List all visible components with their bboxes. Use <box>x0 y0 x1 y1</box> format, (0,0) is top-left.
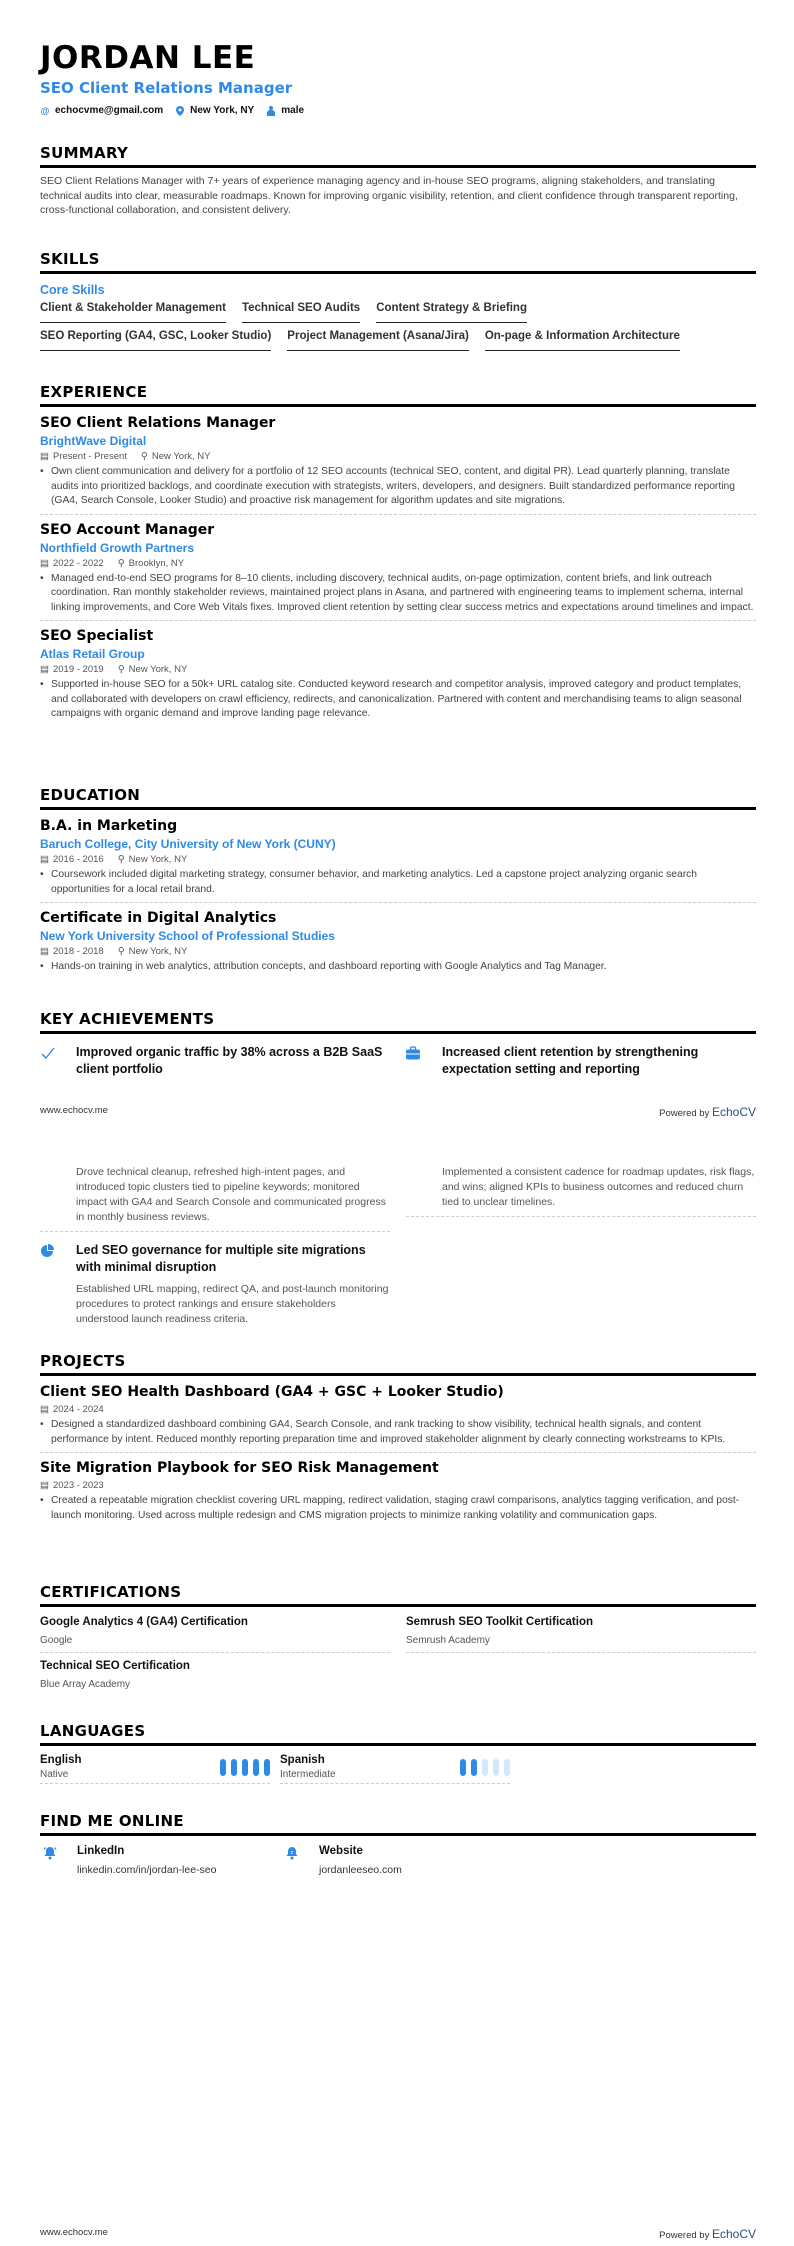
experience-entry <box>40 413 756 515</box>
contact-email[interactable]: @ echocvme@gmail.com <box>40 105 164 116</box>
calendar-icon: ▤ <box>40 1404 49 1415</box>
company-name: Northfield Growth Partners <box>40 540 195 555</box>
section-title: CERTIFICATIONS <box>40 1583 756 1607</box>
skills-section <box>40 250 756 351</box>
online-section <box>40 1812 756 1877</box>
bar-filled <box>220 1759 226 1776</box>
footer-brand[interactable]: EchoCV <box>711 2227 756 2241</box>
proficiency-bars <box>460 1753 510 1781</box>
online-link[interactable]: linkedin.com/in/jordan-lee-seo <box>77 1864 217 1876</box>
calendar-icon: ▤ <box>40 946 49 957</box>
section-title: SUMMARY <box>40 144 756 168</box>
achievements-section <box>40 1010 756 1086</box>
skill-group-title: Core Skills <box>40 283 105 297</box>
education-section <box>40 786 756 985</box>
calendar-icon: ▤ <box>40 1480 49 1491</box>
entry-bullet: • Managed end-to-end SEO programs for 8–10 clients, including discovery, technical audits, on-page optimization, content briefs, and link outreach coordination. Ran monthly stakeholder reviews, maintained project plans in Asana, and partnered with engineering teams to implement schema, internal linking improvements, and Core Web Vitals fixes. Improved client retention by setting clear success metrics and expectations around timelines and impact. <box>40 572 754 613</box>
pie-chart-icon <box>40 1242 60 1327</box>
achievement-desc: Drove technical cleanup, refreshed high-intent pages, and introduced topic clusters tied to pipeline keywords; monitored impact with GA4 and Search Console and communicated progress in monthly business reviews. <box>76 1166 386 1223</box>
language-name: English <box>40 1754 82 1766</box>
achievement-desc: Implemented a consistent cadence for roadmap updates, risk flags, and wins; aligned KPIs to business outcomes and reduced churn tied to unclear timelines. <box>442 1166 755 1208</box>
section-title: EXPERIENCE <box>40 383 756 407</box>
experience-section <box>40 383 756 732</box>
entry-meta: ▤ 2024 - 2024 <box>40 1404 104 1415</box>
bar-empty <box>482 1759 488 1776</box>
job-title: SEO Client Relations Manager <box>40 415 276 431</box>
school-name: Baruch College, City University of New York (CUNY) <box>40 837 336 851</box>
bar-filled <box>471 1759 477 1776</box>
achievement-desc-block <box>406 1165 756 1217</box>
skill-tag: Client & Stakeholder Management <box>40 301 226 323</box>
bell-icon <box>40 1844 57 1877</box>
calendar-icon: ▤ <box>40 664 49 675</box>
location-pin-icon: ⚲ <box>117 946 125 957</box>
online-item-linkedin[interactable] <box>40 1844 282 1877</box>
entry-meta: ▤ Present - Present ⚲ New York, NY <box>40 451 211 462</box>
contact-gender: male <box>266 105 304 116</box>
skill-row <box>40 301 756 323</box>
skill-row <box>40 329 756 351</box>
skill-tag: Technical SEO Audits <box>242 301 360 323</box>
resume-header <box>40 40 756 116</box>
page-footer <box>40 1105 756 1119</box>
projects-section <box>40 1352 756 1533</box>
education-entry <box>40 816 756 903</box>
certification-title: Semrush SEO Toolkit Certification <box>406 1616 594 1628</box>
section-title: PROJECTS <box>40 1352 756 1376</box>
certification-item <box>406 1609 756 1653</box>
page-footer <box>40 2227 756 2241</box>
entry-bullet: • Supported in-house SEO for a 50k+ URL catalog site. Conducted keyword research and competitor analysis, improved category and product templates, and collaborated with developers on crawl efficiency, redirects, and canonicalization. Partnered with content and merchandising teams to align seasonal campaigns with organic demand and improve landing page relevance. <box>40 679 742 719</box>
bar-filled <box>231 1759 237 1776</box>
certification-title: Technical SEO Certification <box>40 1660 190 1672</box>
language-level: Intermediate <box>280 1769 336 1780</box>
language-name: Spanish <box>280 1754 325 1766</box>
entry-bullet: • Created a repeatable migration checklist covering URL mapping, redirect validation, staging crawl comparisons, analytics tagging verification, and post-launch monitoring. Used across multiple redesign and CMS migration projects to minimize ranking volatility and communication gaps. <box>40 1495 740 1521</box>
entry-bullet: • Hands-on training in web analytics, attribution concepts, and dashboard reporting with Google Analytics and Tag Manager. <box>40 961 607 972</box>
job-title: SEO Account Manager <box>40 521 215 538</box>
achievement-item <box>40 1232 390 1335</box>
bar-empty <box>493 1759 499 1776</box>
summary-section <box>40 144 756 218</box>
languages-section <box>40 1722 756 1784</box>
certification-item <box>40 1609 390 1653</box>
online-item-website[interactable] <box>282 1844 524 1877</box>
person-icon <box>266 106 276 116</box>
project-title: Site Migration Playbook for SEO Risk Management <box>40 1460 439 1476</box>
certification-title: Google Analytics 4 (GA4) Certification <box>40 1616 248 1628</box>
online-link[interactable]: jordanleeseo.com <box>319 1864 402 1876</box>
footer-site-link[interactable]: www.echocv.me <box>40 1105 108 1116</box>
achievement-desc: Established URL mapping, redirect QA, and post-launch monitoring procedures to protect rankings and ensure stakeholders understood launch readiness criteria. <box>76 1283 389 1325</box>
checkmark-icon <box>40 1044 60 1078</box>
location-pin-icon: ⚲ <box>117 664 125 675</box>
achievement-title: Increased client retention by strengthening expectation setting and reporting <box>442 1045 699 1076</box>
contact-location: New York, NY <box>175 105 254 116</box>
entry-meta: ▤ 2018 - 2018 ⚲ New York, NY <box>40 946 188 957</box>
language-level: Native <box>40 1769 69 1780</box>
achievement-title: Improved organic traffic by 38% across a B2B SaaS client portfolio <box>76 1045 383 1076</box>
bar-filled <box>253 1759 259 1776</box>
experience-entry <box>40 626 756 727</box>
achievements-continued <box>40 1165 756 1335</box>
footer-powered: Powered by EchoCV <box>659 1105 756 1119</box>
entry-meta: ▤ 2022 - 2022 ⚲ Brooklyn, NY <box>40 557 185 569</box>
location-pin-icon: ⚲ <box>117 854 125 865</box>
skill-tag: On-page & Information Architecture <box>485 329 680 351</box>
section-title: EDUCATION <box>40 786 756 810</box>
certification-issuer: Google <box>40 1635 73 1646</box>
job-title: SEO Specialist <box>40 628 154 644</box>
bell-sleep-icon <box>282 1844 299 1877</box>
online-label: LinkedIn <box>77 1845 125 1857</box>
degree-title: B.A. in Marketing <box>40 818 178 834</box>
candidate-name: JORDAN LEE <box>40 40 256 76</box>
calendar-icon: ▤ <box>40 557 49 569</box>
school-name: New York University School of Professional Studies <box>40 929 335 943</box>
online-label: Website <box>319 1845 363 1857</box>
bar-filled <box>460 1759 466 1776</box>
location-pin-icon: ⚲ <box>140 451 148 462</box>
candidate-role: SEO Client Relations Manager <box>40 79 293 97</box>
language-item <box>280 1753 510 1784</box>
entry-bullet: • Own client communication and delivery for a portfolio of 12 SEO accounts (technical SEO, content, and digital PR). Lead quarterly planning, translate audits into prioritized backlogs, and coordinate execution with strategists, writers, developers, and designers. Built standardized performance reporting (GA4, Search Console, Looker Studio) and proactive risk management for algorithm updates and site migrations. <box>40 466 735 506</box>
entry-meta: ▤ 2016 - 2016 ⚲ New York, NY <box>40 854 188 865</box>
project-entry <box>40 1382 756 1453</box>
language-item <box>40 1753 270 1784</box>
education-entry <box>40 908 756 980</box>
briefcase-icon <box>406 1044 426 1078</box>
location-pin-icon <box>175 106 185 116</box>
degree-title: Certificate in Digital Analytics <box>40 910 277 926</box>
certification-issuer: Semrush Academy <box>406 1635 490 1646</box>
certification-item <box>40 1653 390 1696</box>
achievement-title: Led SEO governance for multiple site migrations with minimal disruption <box>76 1243 366 1274</box>
entry-bullet: • Coursework included digital marketing strategy, consumer behavior, and marketing analytics. Led a capstone project analyzing organic search opportunities for a local retail brand. <box>40 869 697 895</box>
skill-tag: Project Management (Asana/Jira) <box>287 329 469 351</box>
section-title: LANGUAGES <box>40 1722 756 1746</box>
section-title: FIND ME ONLINE <box>40 1812 756 1836</box>
certifications-section <box>40 1583 756 1696</box>
bar-empty <box>504 1759 510 1776</box>
footer-site-link[interactable]: www.echocv.me <box>40 2227 108 2238</box>
section-title: KEY ACHIEVEMENTS <box>40 1010 756 1034</box>
entry-meta: ▤ 2023 - 2023 <box>40 1480 104 1491</box>
bar-filled <box>242 1759 248 1776</box>
achievement-item <box>406 1036 756 1086</box>
proficiency-bars <box>220 1753 270 1781</box>
footer-powered: Powered by EchoCV <box>659 2227 756 2241</box>
bar-filled <box>264 1759 270 1776</box>
contact-row <box>40 105 756 116</box>
skill-tag: SEO Reporting (GA4, GSC, Looker Studio) <box>40 329 271 351</box>
certification-issuer: Blue Array Academy <box>40 1679 131 1690</box>
section-title: SKILLS <box>40 250 756 274</box>
skill-tag: Content Strategy & Briefing <box>376 301 527 323</box>
calendar-icon: ▤ <box>40 451 49 462</box>
company-name: BrightWave Digital <box>40 434 147 448</box>
entry-meta: ▤ 2019 - 2019 ⚲ New York, NY <box>40 664 188 675</box>
footer-brand[interactable]: EchoCV <box>711 1105 756 1119</box>
at-icon: @ <box>40 105 50 116</box>
project-title: Client SEO Health Dashboard (GA4 + GSC + Looker Studio) <box>40 1384 504 1400</box>
calendar-icon: ▤ <box>40 854 49 865</box>
experience-entry <box>40 520 756 622</box>
company-name: Atlas Retail Group <box>40 647 145 661</box>
project-entry <box>40 1458 756 1528</box>
summary-text: SEO Client Relations Manager with 7+ years of experience managing agency and in-house SEO programs, aligning stakeholders, and translating technical audits into clear, measurable roadmaps. Known for improving organic visibility, retention, and client confidence through transparent reporting, cross-functional collaboration, and consistent delivery. <box>40 175 738 216</box>
location-pin-icon: ⚲ <box>117 557 125 569</box>
svg-text:z: z <box>290 1850 294 1856</box>
achievement-item <box>40 1036 390 1086</box>
achievement-desc-block <box>40 1165 390 1232</box>
entry-bullet: • Designed a standardized dashboard combining GA4, Search Console, and rank tracking to show visibility, technical health signals, and content performance by intent. Reduced monthly reporting preparation time and improved stakeholder alignment by clearly connecting workstreams to KPIs. <box>40 1419 726 1445</box>
